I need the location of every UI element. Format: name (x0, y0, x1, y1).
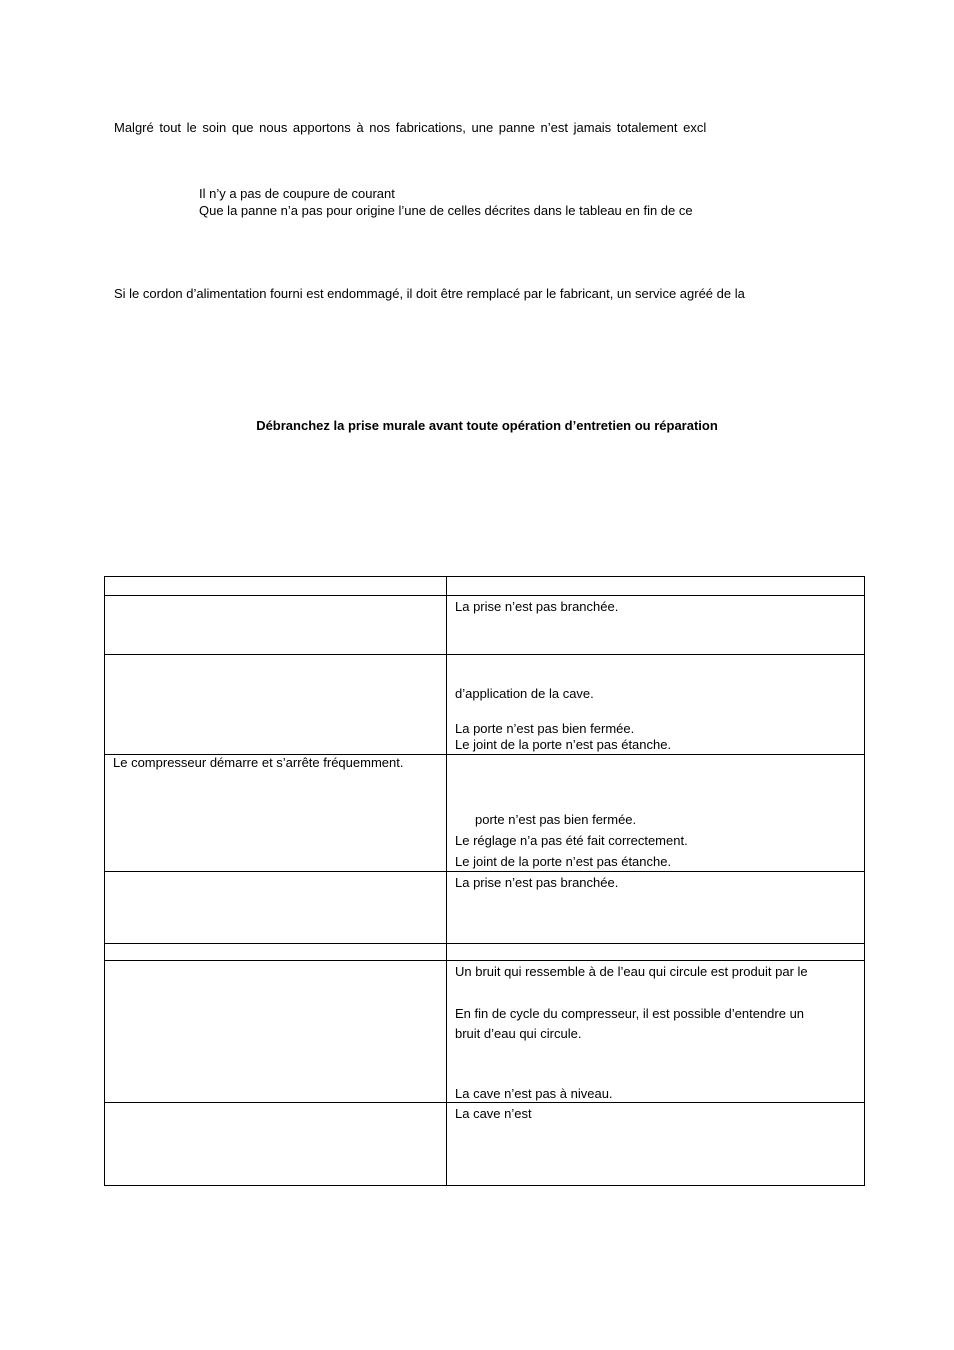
table-row (105, 755, 865, 872)
cause-line: En fin de cycle du compresseur, il est possible d’entendre un (455, 1006, 805, 1021)
cause-cell (447, 961, 865, 1103)
cause-line: Le joint de la porte n’est pas étanche. (455, 737, 672, 752)
table-row (105, 577, 865, 596)
check-item-power: Il n’y a pas de coupure de courant (199, 186, 395, 201)
problem-cell (105, 755, 447, 872)
cause-line: La prise n’est pas branchée. (455, 875, 619, 890)
problem-cell (105, 596, 447, 655)
cause-cell (447, 655, 865, 755)
table-row (105, 944, 865, 961)
cause-line: La prise n’est pas branchée. (455, 599, 619, 614)
problem-cell (105, 1103, 447, 1186)
cause-cell (447, 872, 865, 944)
cause-line: d’application de la cave. (455, 686, 594, 701)
problem-cell (105, 961, 447, 1103)
problem-label: Le compresseur démarre et s’arrête fréquemment. (113, 755, 404, 770)
cause-cell (447, 577, 865, 596)
unplug-warning: Débranchez la prise murale avant toute opération d’entretien ou réparation (256, 418, 718, 433)
cause-line: Un bruit qui ressemble à de l’eau qui circule est produit par le (455, 964, 808, 979)
table-row (105, 655, 865, 755)
cause-cell (447, 944, 865, 961)
problem-cell (105, 577, 447, 596)
table-row (105, 1103, 865, 1186)
cause-line: La porte n’est pas bien fermée. (455, 721, 635, 736)
table-row (105, 872, 865, 944)
check-item-table-reference: Que la panne n’a pas pour origine l’une de celles décrites dans le tableau en fin de ce (199, 203, 693, 218)
cause-cell (447, 1103, 865, 1186)
cause-line: La cave n’est (455, 1106, 532, 1121)
problem-cell (105, 944, 447, 961)
problem-cell (105, 872, 447, 944)
cause-line: Le joint de la porte n’est pas étanche. (455, 854, 672, 869)
table-row (105, 596, 865, 655)
cause-line: Le réglage n’a pas été fait correctement. (455, 833, 688, 848)
table-row (105, 961, 865, 1103)
intro-paragraph: Malgré tout le soin que nous apportons à nos fabrications, une panne n’est jamais totalement excl (114, 120, 707, 135)
cause-line: porte n’est pas bien fermée. (475, 812, 637, 827)
problem-cell (105, 655, 447, 755)
cause-line: bruit d’eau qui circule. (455, 1026, 582, 1041)
cord-notice: Si le cordon d’alimentation fourni est endommagé, il doit être remplacé par le fabricant, un service agréé de la (114, 286, 745, 301)
cause-cell (447, 596, 865, 655)
cause-line: La cave n’est pas à niveau. (455, 1086, 613, 1101)
cause-cell (447, 755, 865, 872)
troubleshooting-table (104, 576, 865, 1186)
